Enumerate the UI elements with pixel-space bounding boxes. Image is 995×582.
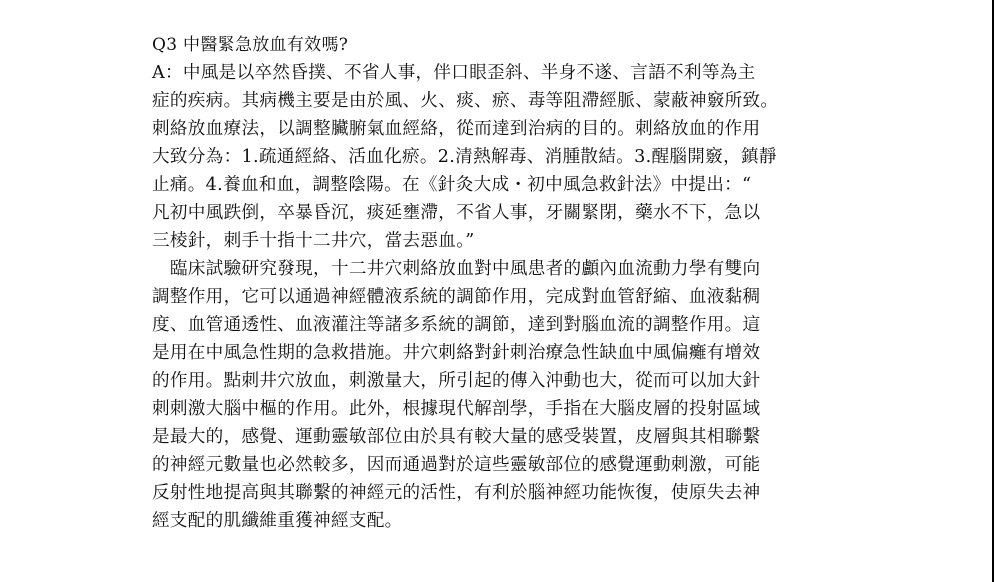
answer-line: 的作用。點刺井穴放血，刺激量大，所引起的傳入沖動也大，從而可以加大針 [152, 371, 761, 391]
answer-line: 的神經元數量也必然較多，因而通過對於這些靈敏部位的感覺運動刺激，可能 [152, 455, 761, 475]
page-edge-divider [992, 0, 994, 582]
answer-line: 調整作用，它可以通過神經體液系統的調節作用，完成對血管舒縮、血液黏稠 [152, 287, 761, 307]
answer-line: 臨床試驗研究發現，十二井穴刺絡放血對中風患者的顱內血流動力學有雙向 [152, 259, 761, 279]
answer-line: 度、血管通透性、血液灌注等諸多系統的調節，達到對腦血流的調整作用。這 [152, 315, 761, 335]
answer-line: 大致分為：1.疏通經絡、活血化瘀。2.清熱解毒、消腫散結。3.醒腦開竅，鎮靜 [152, 147, 777, 167]
answer-line: 三棱針，刺手十指十二井穴，當去惡血。” [152, 231, 475, 251]
answer-line: 症的疾病。其病機主要是由於風、火、痰、瘀、毒等阻滯經脈、蒙蔽神竅所致。 [152, 91, 779, 111]
answer-line: 止痛。4.養血和血，調整陰陽。在《針灸大成・初中風急救針法》中提出：“ [152, 175, 752, 195]
question-heading: Q3 中醫緊急放血有效嗎? [152, 35, 349, 55]
answer-line: 刺刺激大腦中樞的作用。此外，根據現代解剖學，手指在大腦皮層的投射區域 [152, 399, 761, 419]
answer-line: 經支配的肌纖維重獲神經支配。 [152, 511, 403, 531]
answer-line: 刺絡放血療法，以調整臟腑氣血經絡，從而達到治病的目的。刺絡放血的作用 [152, 119, 761, 139]
answer-line: 反射性地提高與其聯繫的神經元的活性，有利於腦神經功能恢復，使原失去神 [152, 483, 761, 503]
answer-line: 凡初中風跌倒，卒暴昏沉，痰延壅滯，不省人事，牙關緊閉，藥水不下，急以 [152, 203, 761, 223]
answer-line: A：中風是以卒然昏撲、不省人事，伴口眼歪斜、半身不遂、言語不利等為主 [152, 63, 756, 83]
answer-line: 是最大的，感覺、運動靈敏部位由於具有較大量的感受裝置，皮層與其相聯繫 [152, 427, 761, 447]
document-body [152, 31, 852, 535]
answer-line: 是用在中風急性期的急救措施。井穴刺絡對針刺治療急性缺血中風偏癱有增效 [152, 343, 761, 363]
